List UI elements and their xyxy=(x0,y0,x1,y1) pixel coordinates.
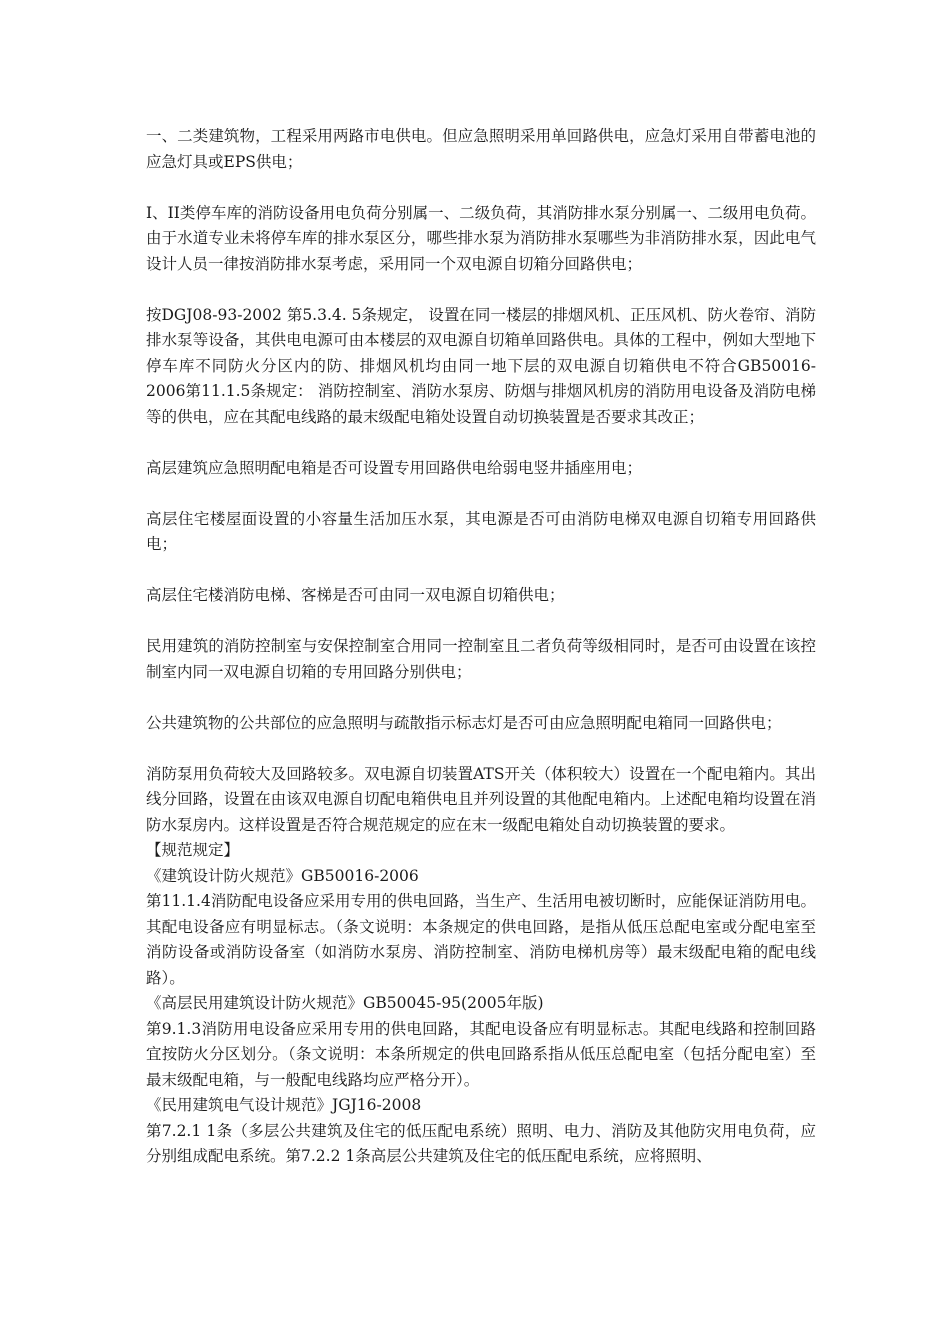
paragraph-public-lighting: 公共建筑物的公共部位的应急照明与疏散指示标志灯是否可由应急照明配电箱同一回路供电； xyxy=(146,713,782,732)
reference-heading: 【规范规定】 xyxy=(146,841,240,859)
paragraph-power-supply: 一、二类建筑物，工程采用两路市电供电。但应急照明采用单回路供电，应急灯采用自带蓄电池的应急灯具或EPS供电； xyxy=(146,127,816,171)
reference-title-jgj16: 《民用建筑电气设计规范》JGJ16-2008 xyxy=(146,1096,422,1114)
reference-text-gb50045: 第9.1.3消防用电设备应采用专用的供电回路，其配电设备应有明显标志。其配电线路和控制回路宜按防火分区划分。（条文说明：本条所规定的供电回路系指从低压总配电室（包括分配电室）至最末级配电箱，与一般配电线路均应严格分开）。 xyxy=(146,1019,816,1089)
reference-text-jgj16: 第7.2.1 1条（多层公共建筑及住宅的低压配电系统）照明、电力、消防及其他防灾用电负荷，应分别组成配电系统。第7.2.2 1条高层公共建筑及住宅的低压配电系统，应将照明、 xyxy=(146,1121,816,1165)
paragraph-garage-pumps: I、II类停车库的消防设备用电负荷分别属一、二级负荷，其消防排水泵分别属一、二级用电负荷。由于水道专业未将停车库的排水泵区分，哪些排水泵为消防排水泵哪些为非消防排水泵，因此电气设计人员一律按消防排水泵考虑，采用同一个双电源自切箱分回路供电； xyxy=(146,203,816,273)
reference-text-gb50016: 第11.1.4消防配电设备应采用专用的供电回路，当生产、生活用电被切断时，应能保证消防用电。其配电设备应有明显标志。（条文说明：本条规定的供电回路，是指从低压总配电室或分配电室至消防设备或消防设备室（如消防水泵房、消防控制室、消防电梯机房等）最末级配电箱的配电线路）。 xyxy=(146,892,816,987)
paragraph-emergency-lighting-box: 高层建筑应急照明配电箱是否可设置专用回路供电给弱电竖井插座用电； xyxy=(146,458,643,477)
paragraph-elevators: 高层住宅楼消防电梯、客梯是否可由同一双电源自切箱供电； xyxy=(146,586,565,604)
reference-title-gb50045: 《高层民用建筑设计防火规范》GB50045-95(2005年版) xyxy=(146,994,544,1012)
document-page xyxy=(146,124,816,1170)
paragraph-control-room: 民用建筑的消防控制室与安保控制室合用同一控制室且二者负荷等级相同时，是否可由设置在该控制室内同一双电源自切箱的专用回路分别供电； xyxy=(146,637,816,681)
paragraph-fire-pump-ats: 消防泵用负荷较大及回路较多。双电源自切装置ATS开关（体积较大）设置在一个配电箱内。其出线分回路，设置在由该双电源自切配电箱供电且并列设置的其他配电箱内。上述配电箱均设置在消防水泵房内。这样设置是否符合规范规定的应在末一级配电箱处自动切换装置的要求。 xyxy=(146,764,816,834)
reference-title-gb50016: 《建筑设计防火规范》GB50016-2006 xyxy=(146,866,419,885)
paragraph-dgj-rule: 按DGJ08-93-2002 第5.3.4. 5条规定， 设置在同一楼层的排烟风机、正压风机、防火卷帘、消防排水泵等设备，其供电电源可由本楼层的双电源自切箱单回路供电。具体的工程中，例如大型地下停车库不同防火分区内的防、排烟风机均由同一地下层的双电源自切箱供电不符合GB50016-2006第11.1.5条规定： 消防控制室、消防水泵房、防烟与排烟风机房的消防用电设备及消防电梯等的供电，应在其配电线路的最末级配电箱处设置自动切换装置是否要求其改正； xyxy=(146,305,816,426)
paragraph-rooftop-pump: 高层住宅楼屋面设置的小容量生活加压水泵，其电源是否可由消防电梯双电源自切箱专用回路供电； xyxy=(146,509,816,553)
